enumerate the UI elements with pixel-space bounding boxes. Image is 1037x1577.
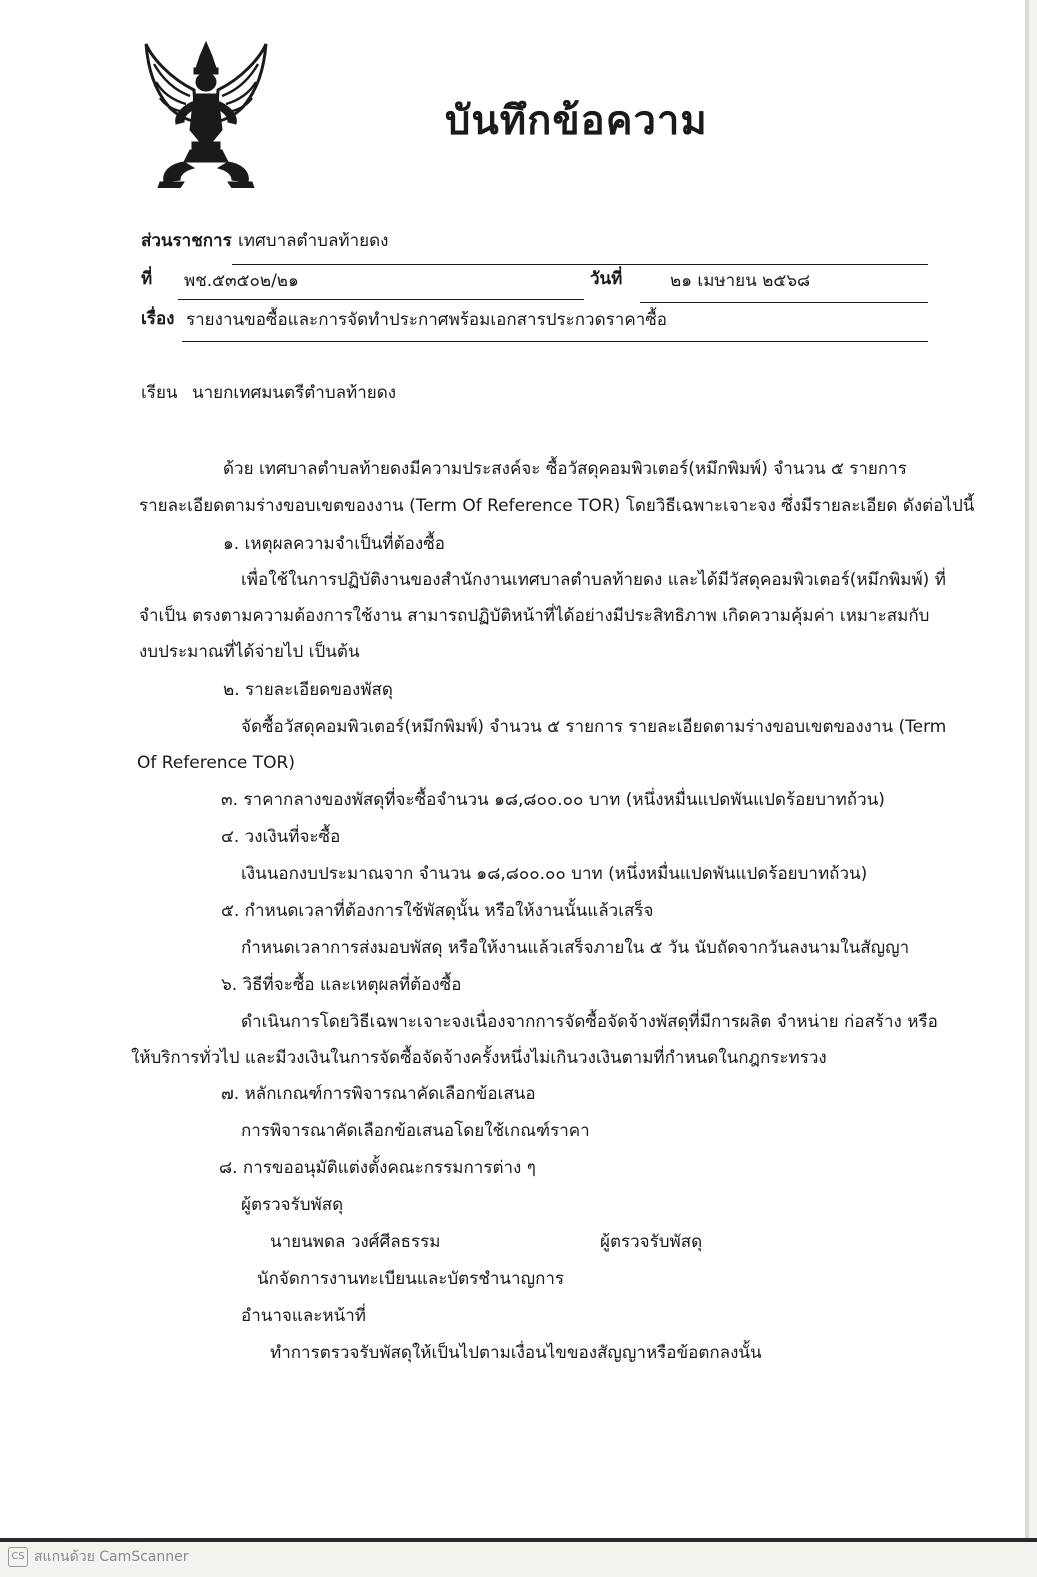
scan-edge-right <box>1025 0 1029 1540</box>
agency-value: เทศบาลตำบลท้ายดง <box>238 231 389 251</box>
section-5-line-1: กำหนดเวลาการส่งมอบพัสดุ หรือให้งานแล้วเสร็จภายใน ๕ วัน นับถัดจากวันลงนามในสัญญา <box>241 938 910 958</box>
agency-rule <box>232 264 928 265</box>
committee-member-role: ผู้ตรวจรับพัสดุ <box>600 1232 703 1252</box>
section-6-line-1: ดำเนินการโดยวิธีเฉพาะเจาะจงเนื่องจากการจัดซื้อจัดจ้างพัสดุที่มีการผลิต จำหน่าย ก่อสร้าง หรือ <box>241 1012 938 1032</box>
recipient-value: นายกเทศมนตรีตำบลท้ายดง <box>192 383 397 403</box>
subject-rule <box>182 341 928 342</box>
intro-line-2: รายละเอียดตามร่างขอบเขตของงาน (Term Of Reference TOR) โดยวิธีเฉพาะเจาะจง ซึ่งมีรายละเอียด ดังต่อไปนี้ <box>139 496 975 516</box>
camscanner-icon: CS <box>8 1547 28 1567</box>
agency-label: ส่วนราชการ <box>141 231 232 251</box>
garuda-emblem-icon <box>140 38 272 188</box>
section-7-line-1: การพิจารณาคัดเลือกข้อเสนอโดยใช้เกณฑ์ราคา <box>241 1121 590 1141</box>
date-value: ๒๑ เมษายน ๒๕๖๘ <box>670 271 811 291</box>
ref-value: พช.๕๓๕๐๒/๒๑ <box>184 271 299 291</box>
section-6-line-2: ให้บริการทั่วไป และมีวงเงินในการจัดซื้อจัดจ้างครั้งหนึ่งไม่เกินวงเงินตามที่กำหนดในกฎกระทรวง <box>131 1048 827 1068</box>
recipient-label: เรียน <box>141 383 178 403</box>
scan-edge-bottom <box>0 1538 1037 1542</box>
section-2-line-1: จัดซื้อวัสดุคอมพิวเตอร์(หมึกพิมพ์) จำนวน ๕ รายการ รายละเอียดตามร่างขอบเขตของงาน (Term <box>241 717 947 737</box>
section-6-heading: ๖. วิธีที่จะซื้อ และเหตุผลที่ต้องซื้อ <box>221 975 462 995</box>
ref-label: ที่ <box>141 269 153 289</box>
section-2-line-2: Of Reference TOR) <box>137 753 295 773</box>
subject-label: เรื่อง <box>141 309 175 329</box>
committee-member-position: นักจัดการงานทะเบียนและบัตรชำนาญการ <box>257 1269 565 1289</box>
section-1-line-1: เพื่อใช้ในการปฏิบัติงานของสำนักงานเทศบาลตำบลท้ายดง และได้มีวัสดุคอมพิวเตอร์(หมึกพิมพ์) ที่ <box>241 570 946 590</box>
scanner-watermark-text: สแกนด้วย CamScanner <box>34 1549 189 1565</box>
ref-rule <box>178 299 584 300</box>
section-3-heading: ๓. ราคากลางของพัสดุที่จะซื้อจำนวน ๑๘,๘๐๐.๐๐ บาท (หนึ่งหมื่นแปดพันแปดร้อยบาทถ้วน) <box>221 790 885 810</box>
scanner-watermark <box>8 1546 189 1568</box>
page-title: บันทึกข้อความ <box>445 98 708 144</box>
section-1-heading: ๑. เหตุผลความจำเป็นที่ต้องซื้อ <box>223 534 445 554</box>
date-rule <box>640 302 928 303</box>
section-1-line-3: งบประมาณที่ได้จ่ายไป เป็นต้น <box>139 642 360 662</box>
section-2-heading: ๒. รายละเอียดของพัสดุ <box>223 680 393 700</box>
section-7-heading: ๗. หลักเกณฑ์การพิจารณาคัดเลือกข้อเสนอ <box>221 1084 536 1104</box>
section-4-heading: ๔. วงเงินที่จะซื้อ <box>221 827 341 847</box>
subject-value: รายงานขอซื้อและการจัดทำประกาศพร้อมเอกสารประกวดราคาซื้อ <box>186 310 667 330</box>
section-1-line-2: จำเป็น ตรงตามความต้องการใช้งาน สามารถปฏิบัติหน้าที่ได้อย่างมีประสิทธิภาพ เกิดความคุ้มค่า เหมาะสมกับ <box>139 606 930 626</box>
section-8-subheading: ผู้ตรวจรับพัสดุ <box>241 1195 344 1215</box>
committee-member-name: นายนพดล วงศ์ศีลธรรม <box>270 1232 441 1252</box>
intro-line-1: ด้วย เทศบาลตำบลท้ายดงมีความประสงค์จะ ซื้อวัสดุคอมพิวเตอร์(หมึกพิมพ์) จำนวน ๕ รายการ <box>223 459 907 479</box>
section-8-heading: ๘. การขออนุมัติแต่งตั้งคณะกรรมการต่าง ๆ <box>219 1158 536 1178</box>
date-label: วันที่ <box>590 269 623 289</box>
duty-text: ทำการตรวจรับพัสดุให้เป็นไปตามเงื่อนไขของสัญญาหรือข้อตกลงนั้น <box>270 1343 762 1363</box>
section-5-heading: ๕. กำหนดเวลาที่ต้องการใช้พัสดุนั้น หรือให้งานนั้นแล้วเสร็จ <box>221 901 654 921</box>
section-4-line-1: เงินนอกงบประมาณจาก จำนวน ๑๘,๘๐๐.๐๐ บาท (หนึ่งหมื่นแปดพันแปดร้อยบาทถ้วน) <box>241 864 868 884</box>
duty-label: อำนาจและหน้าที่ <box>241 1306 366 1326</box>
